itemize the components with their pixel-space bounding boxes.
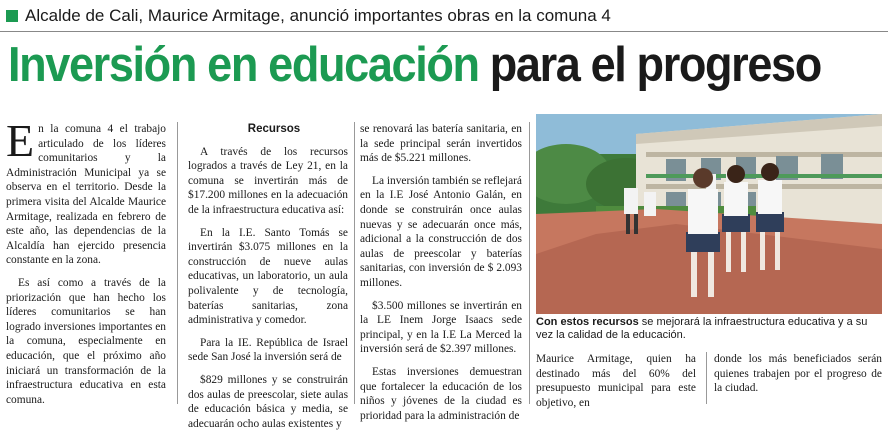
article-column-5 (714, 352, 882, 404)
column-rule (177, 122, 178, 404)
column-rule (529, 122, 530, 404)
headline (8, 36, 821, 94)
column-rule (354, 122, 355, 404)
paragraph: La inversión también se reflejará en la I.E José Antonio Galán, en donde se construirán once aulas nuevas y se adecuarán once más, adicional a la construcción de dos aulas de preescolar y baterías sanitarias, con inversión de $ 2.093 millones. (360, 174, 522, 289)
article-column-1 (6, 115, 166, 415)
subhead-recursos: Recursos (247, 123, 301, 135)
headline-green: Inversión en educación (8, 38, 479, 92)
paragraph: Estas inversiones demuestran que fortalecer la educación de los niños y jóvenes de la ciudad es prioridad para la administración de (360, 365, 522, 422)
headline-black: para el progreso (489, 38, 821, 92)
paragraph: donde los más beneficiados serán quienes trabajen por el progreso de la ciudad. (714, 353, 882, 395)
paragraph: $829 millones y se construirán dos aulas de preescolar, siete aulas de educación básica y media, se adecuarán ocho aulas existentes y (188, 373, 348, 430)
green-square-icon (6, 10, 18, 22)
paragraph: Maurice Armitage, quien ha destinado más del 60% del presupuesto municipal para este objetivo, en (536, 353, 696, 409)
paragraph: $3.500 millones se invertirán en la LE Inem Jorge Isaacs sede principal, y en la I.E La Merced la inversión será de $2.397 millones. (360, 299, 522, 356)
caption-text: se mejorará la infraestructura educativa y a su vez la calidad de la educación. (536, 316, 868, 341)
paragraph: En la comuna 4 el trabajo articulado de los líderes comunitarios y la Administración Municipal ya se observa en el territorio. Desde la primera visita del Alcalde Maurice Armitage, realizada en febrero de este año, las dependencias de la Alcaldía han ejercido presencia constante en la zona. (6, 115, 166, 267)
school-photo (536, 114, 882, 314)
photo-caption (536, 316, 882, 342)
drop-cap: E (6, 115, 35, 166)
paragraph: Para la IE. República de Israel sede San José la inversión será de (188, 336, 348, 364)
paragraph: A través de los recursos logrados a través de Ley 21, en la comuna se invertirán más de $17.200 millones en la adecuación de la infraestructura educativa así: (188, 145, 348, 216)
article-column-3 (360, 122, 522, 431)
article-column-4 (536, 352, 696, 418)
article-column-2 (188, 122, 348, 439)
paragraph: Es así como a través de la priorización que han hecho los líderes comunitarios se han logrado inversiones importantes en la comuna, especialmente en educación, que el próximo año iniciará un transformación de la infraestructura educativa en esta comuna. (6, 276, 166, 406)
paragraph: se renovará las batería sanitaria, en la sede principal serán invertidos más de $5.221 millones. (360, 123, 522, 165)
kicker (6, 4, 611, 28)
paragraph: En la I.E. Santo Tomás se invertirán $3.075 millones en la construcción de nueve aulas educativas, un laboratorio, un aula polivalente y de tecnología, baterías sanitarias, zona administrativa y comedor. (188, 226, 348, 327)
kicker-text: Alcalde de Cali, Maurice Armitage, anunció importantes obras en la comuna 4 (25, 6, 611, 25)
caption-bold: Con estos recursos (536, 316, 639, 328)
top-divider (0, 31, 888, 32)
column-rule (706, 352, 707, 404)
